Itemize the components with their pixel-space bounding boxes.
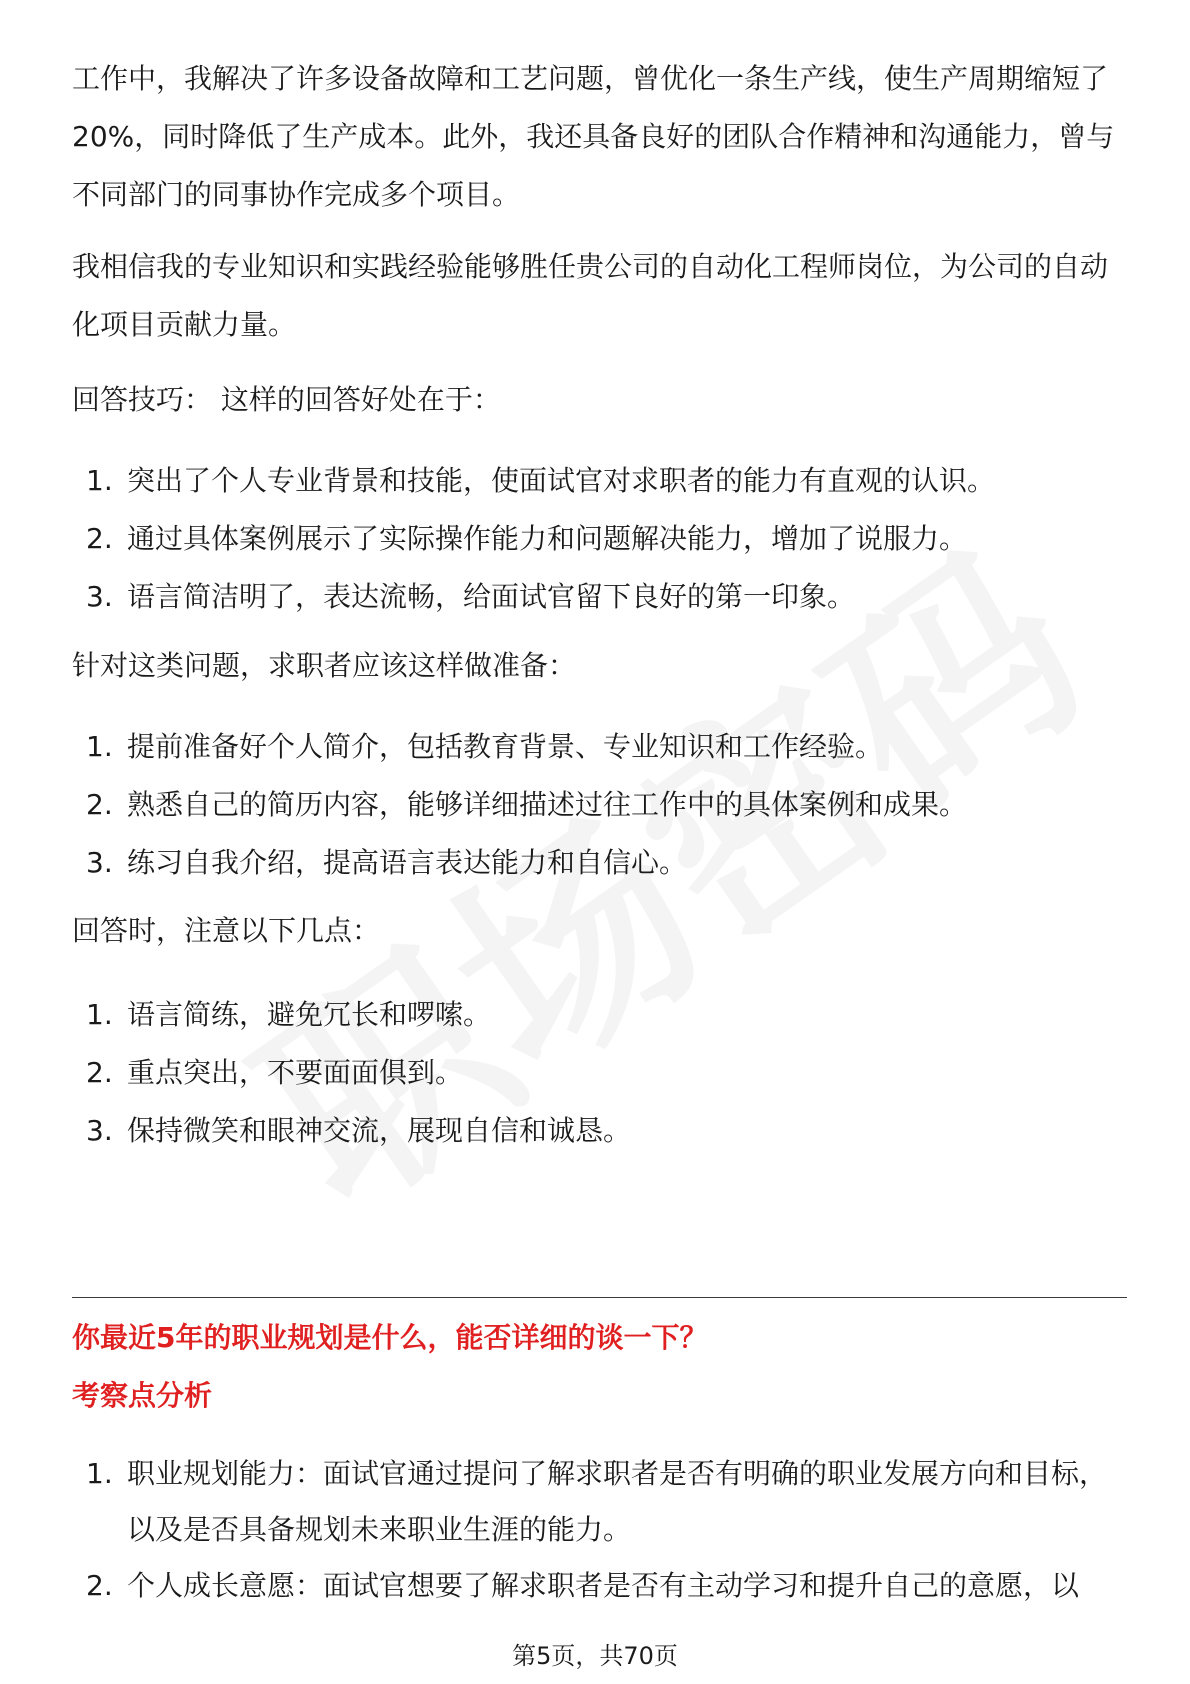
list-item-text: 重点突出，不要面面俱到。 — [127, 1056, 464, 1089]
list-number: 3. — [86, 1114, 113, 1147]
prep-heading: 针对这类问题，求职者应该这样做准备： — [72, 649, 577, 682]
question-title: 你最近5年的职业规划是什么，能否详细的谈一下？ — [72, 1321, 708, 1354]
list-item-text: 个人成长意愿：面试官想要了解求职者是否有主动学习和提升自己的意愿，以 — [127, 1569, 1080, 1602]
list-item — [72, 568, 1127, 626]
list-number: 2. — [86, 788, 113, 821]
list-item — [72, 1446, 1127, 1558]
list-number: 2. — [86, 1056, 113, 1089]
list-item — [72, 776, 1127, 834]
list-number: 1. — [86, 1457, 113, 1490]
intro-paragraph: 工作中，我解决了许多设备故障和工艺问题，曾优化一条生产线，使生产周期缩短了20%，同时降低了生产成本。此外，我还具备良好的团队合作精神和沟通能力，曾与不同部门的同事协作完成多个项目。 — [72, 62, 1115, 211]
list-item-text: 职业规划能力：面试官通过提问了解求职者是否有明确的职业发展方向和目标，以及是否具备规划未来职业生涯的能力。 — [127, 1457, 1108, 1546]
list-item — [72, 986, 1127, 1044]
prep-list — [72, 718, 1127, 892]
list-item-text: 语言简练，避免冗长和啰嗦。 — [127, 998, 492, 1031]
list-item — [72, 510, 1127, 568]
list-item — [72, 718, 1127, 776]
list-number: 1. — [86, 464, 113, 497]
list-number: 2. — [86, 522, 113, 555]
list-number: 1. — [86, 998, 113, 1031]
list-item — [72, 1102, 1127, 1160]
list-item — [72, 834, 1127, 892]
tips-list — [72, 452, 1127, 626]
list-item-text: 通过具体案例展示了实际操作能力和问题解决能力，增加了说服力。 — [127, 522, 968, 555]
page-footer: 第5页，共70页 — [512, 1642, 678, 1670]
list-item-text: 突出了个人专业背景和技能，使面试官对求职者的能力有直观的认识。 — [127, 464, 996, 497]
section-divider — [72, 1297, 1127, 1298]
list-number: 1. — [86, 730, 113, 763]
list-item-text: 提前准备好个人简介，包括教育背景、专业知识和工作经验。 — [127, 730, 884, 763]
list-item-text: 保持微笑和眼神交流，展现自信和诚恳。 — [127, 1114, 632, 1147]
list-item-text: 语言简洁明了，表达流畅，给面试官留下良好的第一印象。 — [127, 580, 856, 613]
analysis-heading: 考察点分析 — [72, 1379, 213, 1412]
list-number: 3. — [86, 846, 113, 879]
list-number: 2. — [86, 1569, 113, 1602]
notes-list — [72, 986, 1127, 1160]
list-item — [72, 1044, 1127, 1102]
list-item-text: 熟悉自己的简历内容，能够详细描述过往工作中的具体案例和成果。 — [127, 788, 968, 821]
belief-paragraph: 我相信我的专业知识和实践经验能够胜任贵公司的自动化工程师岗位，为公司的自动化项目贡献力量。 — [72, 250, 1109, 341]
analysis-list — [72, 1446, 1127, 1614]
list-item-text: 练习自我介绍，提高语言表达能力和自信心。 — [127, 846, 688, 879]
list-item — [72, 1558, 1127, 1614]
list-item — [72, 452, 1127, 510]
list-number: 3. — [86, 580, 113, 613]
notes-heading: 回答时，注意以下几点： — [72, 914, 381, 947]
tips-heading: 回答技巧： 这样的回答好处在于： — [72, 383, 501, 416]
